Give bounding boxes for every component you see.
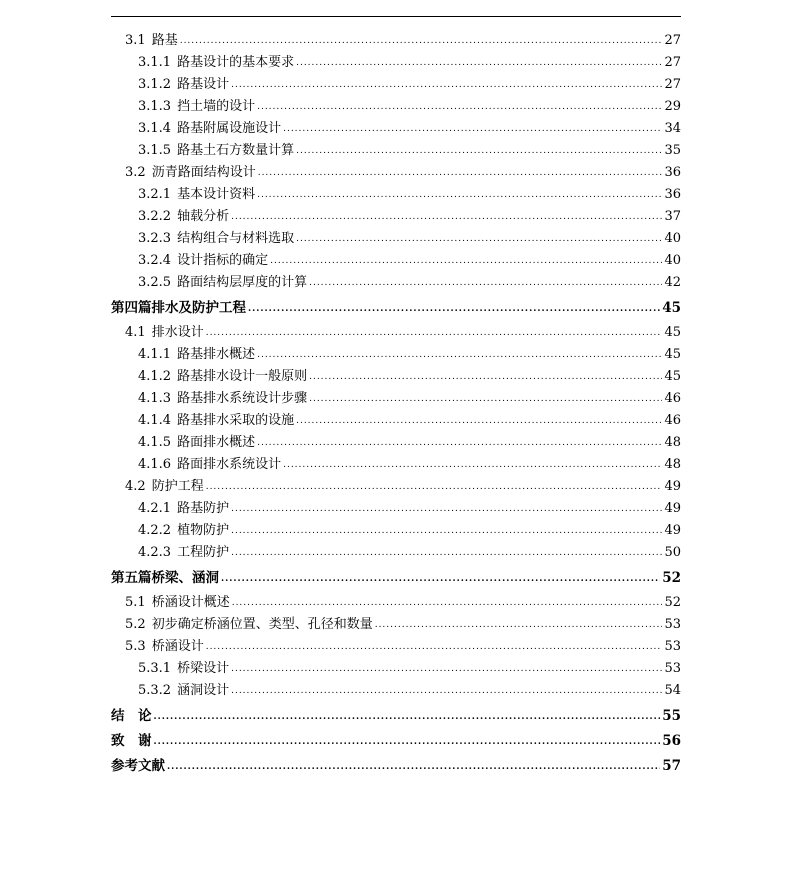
toc-entry-title: 路基排水概述 — [177, 347, 256, 362]
toc-entry-page: 42 — [664, 275, 681, 290]
toc-entry-title: 结 论 — [111, 708, 152, 724]
toc-entry[interactable] — [111, 454, 681, 476]
toc-entry[interactable] — [111, 542, 681, 564]
toc-entry-number: 3.1.4 — [138, 121, 172, 136]
toc-entry-title: 桥涵设计 — [151, 639, 204, 654]
dot-leader — [296, 140, 662, 162]
toc-entry-title: 初步确定桥涵位置、类型、孔径和数量 — [151, 617, 373, 632]
dot-leader — [248, 298, 660, 320]
toc-entry-page: 45 — [664, 347, 681, 362]
dot-leader — [309, 388, 662, 410]
toc-entry-number: 4.1.1 — [138, 347, 172, 362]
toc-entry-title: 桥梁设计 — [177, 661, 230, 676]
toc-entry[interactable] — [111, 228, 681, 250]
toc-entry[interactable] — [111, 520, 681, 542]
toc-chapter-entry[interactable] — [111, 297, 681, 319]
toc-entry-number: 3.1 — [125, 33, 146, 48]
toc-entry[interactable] — [111, 162, 681, 184]
dot-leader — [257, 96, 662, 118]
toc-entry-number: 4.2 — [125, 479, 146, 494]
dot-leader — [231, 206, 662, 228]
toc-entry-page: 29 — [664, 99, 681, 114]
toc-entry-title: 基本设计资料 — [177, 187, 256, 202]
toc-entry[interactable] — [111, 96, 681, 118]
toc-entry-number: 3.2.2 — [138, 209, 172, 224]
toc-entry[interactable] — [111, 636, 681, 658]
toc-entry-number: 4.2.1 — [138, 501, 172, 516]
toc-entry-number: 4.1.4 — [138, 413, 172, 428]
toc-entry-page: 27 — [664, 55, 681, 70]
toc-entry-page: 48 — [664, 435, 681, 450]
dot-leader — [270, 250, 662, 272]
toc-chapter-entry[interactable] — [111, 755, 681, 777]
dot-leader — [154, 731, 661, 753]
toc-entry-title: 路基土石方数量计算 — [177, 143, 295, 158]
toc-entry-number: 4.1.2 — [138, 369, 172, 384]
toc-entry-number: 第五篇 — [111, 570, 152, 586]
toc-entry-title: 路基排水采取的设施 — [177, 413, 295, 428]
toc-chapter-entry[interactable] — [111, 567, 681, 589]
toc-entry-title: 桥梁、涵洞 — [151, 570, 219, 586]
toc-entry-title: 路基设计的基本要求 — [177, 55, 295, 70]
toc-entry-page: 45 — [664, 369, 681, 384]
dot-leader — [375, 614, 663, 636]
toc-entry[interactable] — [111, 498, 681, 520]
toc-entry-number: 3.2 — [125, 165, 146, 180]
toc-entry-title: 参考文献 — [111, 758, 165, 774]
toc-entry[interactable] — [111, 272, 681, 294]
toc-entry-number: 3.2.4 — [138, 253, 172, 268]
toc-entry-number: 5.3 — [125, 639, 146, 654]
dot-leader — [206, 322, 663, 344]
toc-entry-title: 设计指标的确定 — [177, 253, 269, 268]
dot-leader — [257, 432, 662, 454]
toc-chapter-entry[interactable] — [111, 705, 681, 727]
dot-leader — [231, 74, 662, 96]
header-rule — [111, 16, 681, 17]
toc-entry-title: 路基设计 — [177, 77, 230, 92]
toc-entry-title: 涵洞设计 — [177, 683, 230, 698]
toc-entry-title: 结构组合与材料选取 — [177, 231, 295, 246]
toc-entry-number: 3.1.3 — [138, 99, 172, 114]
toc-entry-title: 路基防护 — [177, 501, 230, 516]
toc-entry-number: 4.1.6 — [138, 457, 172, 472]
toc-entry-title: 防护工程 — [151, 479, 204, 494]
toc-entry[interactable] — [111, 388, 681, 410]
dot-leader — [180, 30, 663, 52]
toc-entry[interactable] — [111, 366, 681, 388]
dot-leader — [283, 454, 662, 476]
toc-entry-page: 52 — [664, 595, 681, 610]
table-of-contents — [111, 30, 681, 780]
toc-entry-title: 路面排水概述 — [177, 435, 256, 450]
toc-entry-number: 5.1 — [125, 595, 146, 610]
toc-entry-title: 路基 — [151, 33, 178, 48]
toc-entry-page: 27 — [664, 77, 681, 92]
toc-entry-title: 植物防护 — [177, 523, 230, 538]
toc-entry-page: 37 — [664, 209, 681, 224]
toc-entry-title: 轴载分析 — [177, 209, 230, 224]
toc-entry[interactable] — [111, 30, 681, 52]
toc-entry-page: 49 — [664, 479, 681, 494]
toc-entry-title: 排水及防护工程 — [151, 300, 246, 316]
toc-entry[interactable] — [111, 74, 681, 96]
toc-entry-number: 3.2.5 — [138, 275, 172, 290]
toc-entry[interactable] — [111, 410, 681, 432]
toc-entry-page: 45 — [664, 325, 681, 340]
dot-leader — [221, 568, 660, 590]
toc-entry-number: 3.1.5 — [138, 143, 172, 158]
toc-entry[interactable] — [111, 206, 681, 228]
toc-entry-number: 第四篇 — [111, 300, 152, 316]
toc-entry[interactable] — [111, 184, 681, 206]
toc-entry-page: 45 — [662, 300, 681, 316]
toc-entry[interactable] — [111, 344, 681, 366]
dot-leader — [231, 498, 662, 520]
toc-entry-number: 5.3.2 — [138, 683, 172, 698]
toc-entry[interactable] — [111, 614, 681, 636]
toc-entry[interactable] — [111, 658, 681, 680]
toc-entry-page: 52 — [662, 570, 681, 586]
toc-entry-page: 55 — [662, 708, 681, 724]
toc-entry-title: 路基排水设计一般原则 — [177, 369, 308, 384]
toc-entry[interactable] — [111, 592, 681, 614]
toc-entry-title: 工程防护 — [177, 545, 230, 560]
dot-leader — [296, 410, 662, 432]
toc-chapter-entry[interactable] — [111, 730, 681, 752]
dot-leader — [231, 520, 662, 542]
toc-entry-page: 49 — [664, 523, 681, 538]
dot-leader — [309, 366, 662, 388]
toc-entry-page: 27 — [664, 33, 681, 48]
dot-leader — [206, 476, 663, 498]
dot-leader — [154, 706, 661, 728]
dot-leader — [296, 228, 662, 250]
toc-entry-page: 57 — [662, 758, 681, 774]
toc-entry-page: 36 — [664, 187, 681, 202]
toc-entry-page: 49 — [664, 501, 681, 516]
dot-leader — [257, 184, 662, 206]
dot-leader — [283, 118, 662, 140]
toc-entry-page: 56 — [662, 733, 681, 749]
toc-entry-number: 3.2.3 — [138, 231, 172, 246]
dot-leader — [206, 636, 663, 658]
dot-leader — [232, 592, 663, 614]
toc-entry-title: 路基排水系统设计步骤 — [177, 391, 308, 406]
dot-leader — [257, 344, 662, 366]
toc-entry-number: 4.2.3 — [138, 545, 172, 560]
toc-entry-title: 排水设计 — [151, 325, 204, 340]
toc-entry-title: 桥涵设计概述 — [151, 595, 230, 610]
toc-entry-page: 46 — [664, 413, 681, 428]
toc-entry-title: 路面排水系统设计 — [177, 457, 282, 472]
toc-entry-title: 致 谢 — [111, 733, 152, 749]
dot-leader — [167, 756, 660, 778]
toc-entry-page: 40 — [664, 253, 681, 268]
toc-entry[interactable] — [111, 140, 681, 162]
dot-leader — [231, 658, 662, 680]
dot-leader — [258, 162, 663, 184]
toc-entry-page: 54 — [664, 683, 681, 698]
toc-entry-page: 53 — [664, 617, 681, 632]
toc-entry-number: 5.3.1 — [138, 661, 172, 676]
toc-entry-number: 4.1.5 — [138, 435, 172, 450]
toc-entry[interactable] — [111, 250, 681, 272]
toc-entry-page: 53 — [664, 661, 681, 676]
toc-entry-page: 35 — [664, 143, 681, 158]
toc-entry-number: 3.2.1 — [138, 187, 172, 202]
toc-entry-number: 4.1 — [125, 325, 146, 340]
toc-entry[interactable] — [111, 118, 681, 140]
toc-entry-page: 36 — [664, 165, 681, 180]
toc-entry-page: 50 — [664, 545, 681, 560]
toc-entry-number: 5.2 — [125, 617, 146, 632]
toc-entry-number: 4.2.2 — [138, 523, 172, 538]
toc-entry-page: 53 — [664, 639, 681, 654]
toc-entry-page: 34 — [664, 121, 681, 136]
toc-entry-title: 路基附属设施设计 — [177, 121, 282, 136]
toc-entry-page: 40 — [664, 231, 681, 246]
toc-entry-page: 46 — [664, 391, 681, 406]
toc-entry-number: 3.1.1 — [138, 55, 172, 70]
toc-entry[interactable] — [111, 432, 681, 454]
dot-leader — [309, 272, 662, 294]
toc-entry-title: 挡土墙的设计 — [177, 99, 256, 114]
toc-entry-title: 路面结构层厚度的计算 — [177, 275, 308, 290]
toc-entry[interactable] — [111, 476, 681, 498]
toc-entry[interactable] — [111, 52, 681, 74]
toc-entry-number: 4.1.3 — [138, 391, 172, 406]
toc-entry[interactable] — [111, 680, 681, 702]
toc-entry[interactable] — [111, 322, 681, 344]
dot-leader — [231, 680, 662, 702]
dot-leader — [296, 52, 662, 74]
toc-entry-title: 沥青路面结构设计 — [151, 165, 256, 180]
dot-leader — [231, 542, 662, 564]
toc-entry-page: 48 — [664, 457, 681, 472]
toc-entry-number: 3.1.2 — [138, 77, 172, 92]
